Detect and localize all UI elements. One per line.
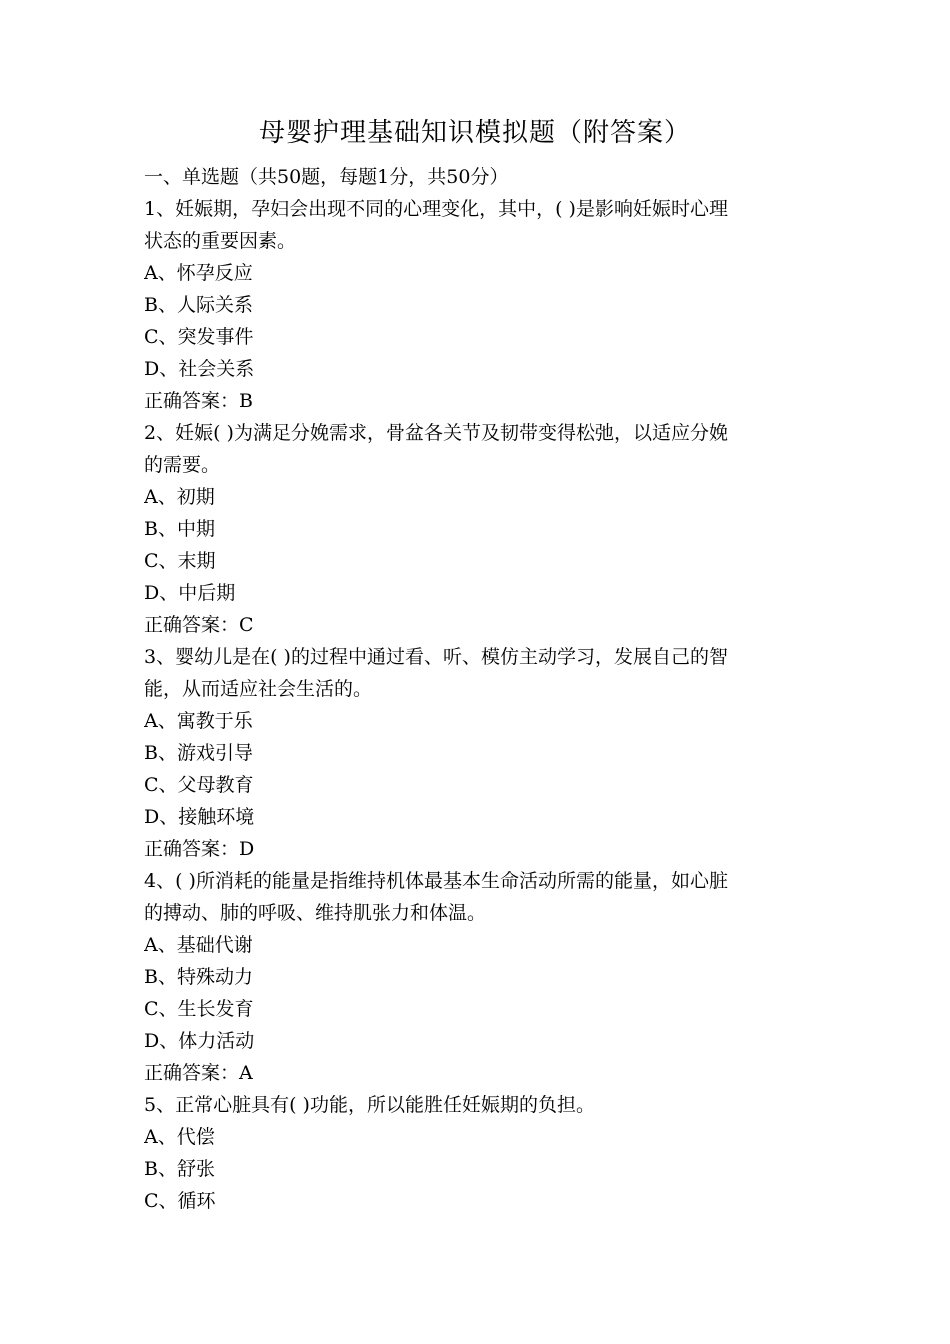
option-c: C、父母教育 <box>144 774 254 796</box>
option-b: B、人际关系 <box>144 294 253 316</box>
correct-answer: 正确答案：B <box>144 390 253 412</box>
question-stem: 1、妊娠期，孕妇会出现不同的心理变化，其中，( )是影响妊娠时心理 <box>144 198 728 220</box>
question-stem: 4、( )所消耗的能量是指维持机体最基本生命活动所需的能量，如心脏 <box>144 870 728 892</box>
question-stem-continued: 能，从而适应社会生活的。 <box>144 678 373 700</box>
option-c: C、循环 <box>144 1190 216 1212</box>
option-b: B、游戏引导 <box>144 742 253 764</box>
question-stem-continued: 的搏动、肺的呼吸、维持肌张力和体温。 <box>144 902 487 924</box>
option-d: D、中后期 <box>144 582 236 604</box>
question-stem-continued: 状态的重要因素。 <box>144 230 297 252</box>
option-a: A、代偿 <box>144 1126 215 1148</box>
question-5 <box>144 1089 814 1217</box>
correct-answer: 正确答案：D <box>144 838 255 860</box>
option-d: D、接触环境 <box>144 806 255 828</box>
question-4 <box>144 865 814 1089</box>
question-stem-continued: 的需要。 <box>144 454 221 476</box>
option-a: A、基础代谢 <box>144 934 253 956</box>
option-a: A、寓教于乐 <box>144 710 253 732</box>
section-heading: 一、单选题（共50题，每题1分，共50分） <box>144 166 509 188</box>
option-b: B、舒张 <box>144 1158 215 1180</box>
correct-answer: 正确答案：C <box>144 614 254 636</box>
question-stem: 2、妊娠( )为满足分娩需求，骨盆各关节及韧带变得松弛，以适应分娩 <box>144 422 728 444</box>
document-body <box>144 161 814 1217</box>
question-stem: 3、婴幼儿是在( )的过程中通过看、听、模仿主动学习，发展自己的智 <box>144 646 728 668</box>
question-3 <box>144 641 814 865</box>
question-1 <box>144 193 814 417</box>
option-c: C、突发事件 <box>144 326 254 348</box>
question-2 <box>144 417 814 641</box>
option-a: A、初期 <box>144 486 215 508</box>
option-c: C、末期 <box>144 550 216 572</box>
option-d: D、体力活动 <box>144 1030 255 1052</box>
option-c: C、生长发育 <box>144 998 254 1020</box>
correct-answer: 正确答案：A <box>144 1062 253 1084</box>
option-b: B、中期 <box>144 518 215 540</box>
option-b: B、特殊动力 <box>144 966 253 988</box>
question-stem: 5、正常心脏具有( )功能，所以能胜任妊娠期的负担。 <box>144 1094 595 1116</box>
document-title: 母婴护理基础知识模拟题（附答案） <box>258 118 691 148</box>
option-d: D、社会关系 <box>144 358 255 380</box>
option-a: A、怀孕反应 <box>144 262 253 284</box>
